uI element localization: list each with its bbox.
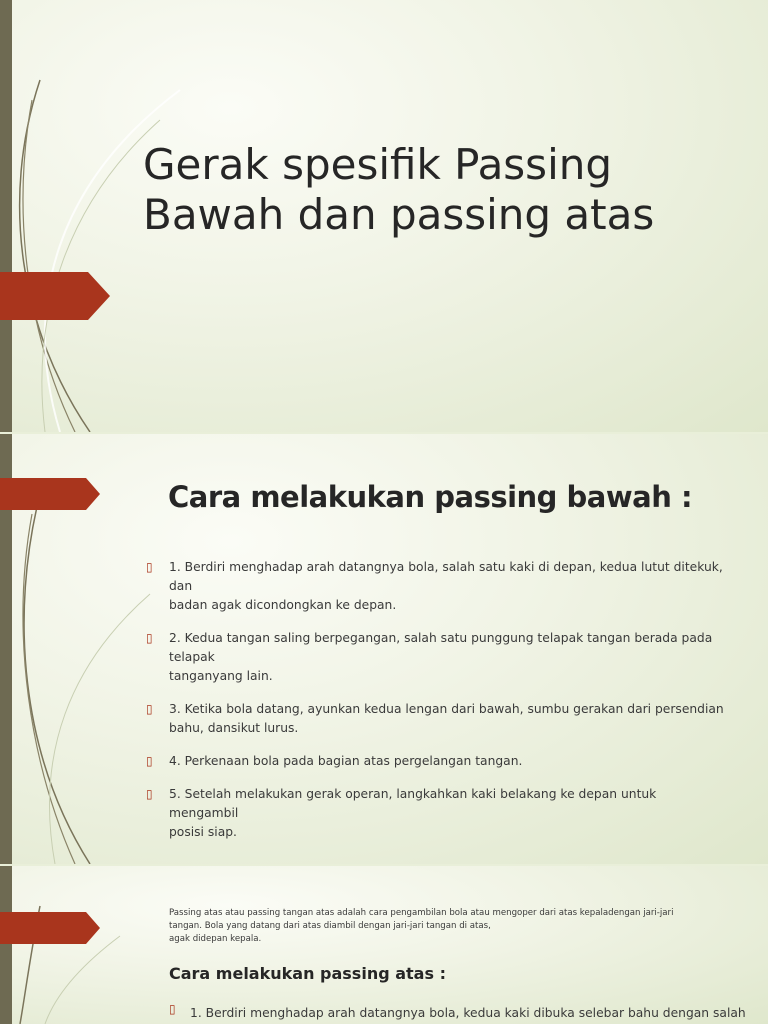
slide-3 xyxy=(0,866,768,1024)
bullet-icon: ▯ xyxy=(146,631,153,645)
list-item-text: 5. Setelah melakukan gerak operan, langkahkan kaki belakang ke depan untuk mengambil xyxy=(169,787,657,820)
accent-arrow-tab xyxy=(0,272,110,320)
list-item xyxy=(146,785,726,842)
intro-paragraph xyxy=(169,907,729,946)
list-item-text: 1. Berdiri menghadap arah datangnya bola, kedua kaki dibuka selebar bahu dengan salah xyxy=(190,1006,746,1020)
list-item-text: 1. Berdiri menghadap arah datangnya bola, salah satu kaki di depan, kedua lutut ditekuk, dan xyxy=(169,560,723,593)
slide-title xyxy=(143,140,743,240)
intro-line: tangan. Bola yang datang dari atas diambil dengan jari-jari tangan di atas, xyxy=(169,921,491,931)
list-item-text: 4. Perkenaan bola pada bagian atas pergelangan tangan. xyxy=(169,754,523,768)
intro-line: Passing atas atau passing tangan atas adalah cara pengambilan bola atau mengoper dari atas kepaladengan jari-jari xyxy=(169,908,674,918)
list-item xyxy=(146,752,726,771)
bullet-icon: ▯ xyxy=(146,702,153,716)
section-heading: Cara melakukan passing bawah : xyxy=(168,480,693,514)
bullet-icon: ▯ xyxy=(146,787,153,801)
intro-line: agak didepan kepala. xyxy=(169,934,262,944)
bullet-icon: ▯ xyxy=(169,1002,176,1016)
slide-1 xyxy=(0,0,768,432)
title-line-2: Bawah dan passing atas xyxy=(143,190,655,239)
bullet-icon: ▯ xyxy=(146,754,153,768)
list-item xyxy=(146,558,726,615)
list-item xyxy=(146,700,726,738)
section-heading: Cara melakukan passing atas : xyxy=(169,964,446,983)
slide-2 xyxy=(0,434,768,864)
steps-list xyxy=(146,558,726,856)
list-item xyxy=(146,629,726,686)
title-line-1: Gerak spesifik Passing xyxy=(143,140,613,189)
list-item-text: bahu, dansikut lurus. xyxy=(169,721,299,735)
accent-arrow-tab xyxy=(0,912,100,944)
bullet-icon: ▯ xyxy=(146,560,153,574)
list-item-text: tanganyang lain. xyxy=(169,669,273,683)
list-item-text: badan agak dicondongkan ke depan. xyxy=(169,598,397,612)
list-item-text: 2. Kedua tangan saling berpegangan, salah satu punggung telapak tangan berada pada telapak xyxy=(169,631,713,664)
list-item-text: 3. Ketika bola datang, ayunkan kedua lengan dari bawah, sumbu gerakan dari persendian xyxy=(169,702,724,716)
steps-list xyxy=(169,1004,749,1023)
accent-arrow-tab xyxy=(0,478,100,510)
list-item-text: posisi siap. xyxy=(169,825,237,839)
list-item xyxy=(169,1004,749,1023)
